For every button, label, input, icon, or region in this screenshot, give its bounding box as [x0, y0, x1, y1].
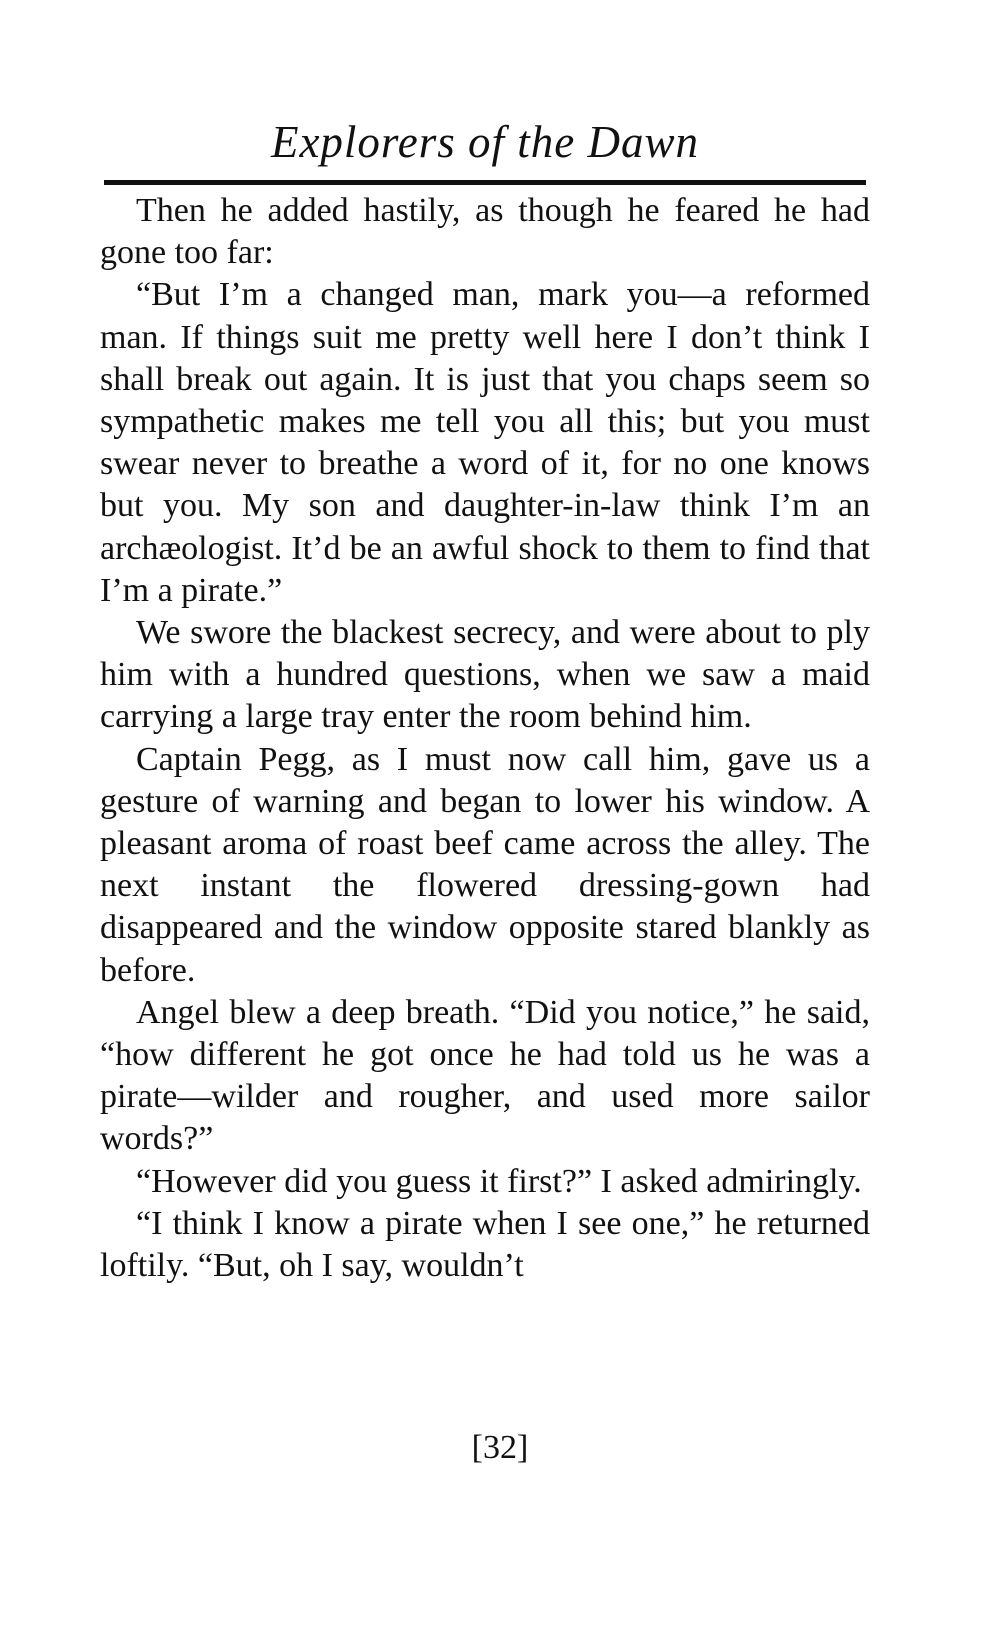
body-text: [100, 190, 870, 1287]
paragraph: Then he added hastily, as though he feared he had gone too far:: [100, 192, 870, 272]
paragraph: “I think I know a pirate when I see one,” he returned loftily. “But, oh I say, wouldn’t: [100, 1204, 870, 1285]
paragraph: “But I’m a changed man, mark you—a reformed man. If things suit me pretty well here I don’t think I shall break out again. It is just that you chaps seem so sympathetic makes me tell you all this; but you must swear never to breathe a word of it, for no one knows but you. My son and daughter-in-law think I’m an archæologist. It’d be an awful shock to them to find that I’m a pirate.”: [100, 276, 870, 609]
header-rule: [104, 180, 866, 185]
paragraph: “However did you guess it first?” I asked admiringly.: [136, 1162, 862, 1200]
paragraph: Angel blew a deep breath. “Did you notice,” he said, “how different he got once he had told us he was a pirate—wilder and rougher, and used more sailor words?”: [100, 993, 870, 1158]
page-number: [32]: [471, 1429, 529, 1466]
paragraph: Captain Pegg, as I must now call him, gave us a gesture of warning and began to lower his window. A pleasant aroma of roast beef came across the alley. The next instant the flowered dressing-gown had disappeared and the window opposite stared blankly as before.: [100, 740, 870, 989]
paragraph: We swore the blackest secrecy, and were about to ply him with a hundred questions, when we saw a maid carrying a large tray enter the room behind him.: [100, 614, 870, 736]
running-head: Explorers of the Dawn: [270, 117, 700, 167]
